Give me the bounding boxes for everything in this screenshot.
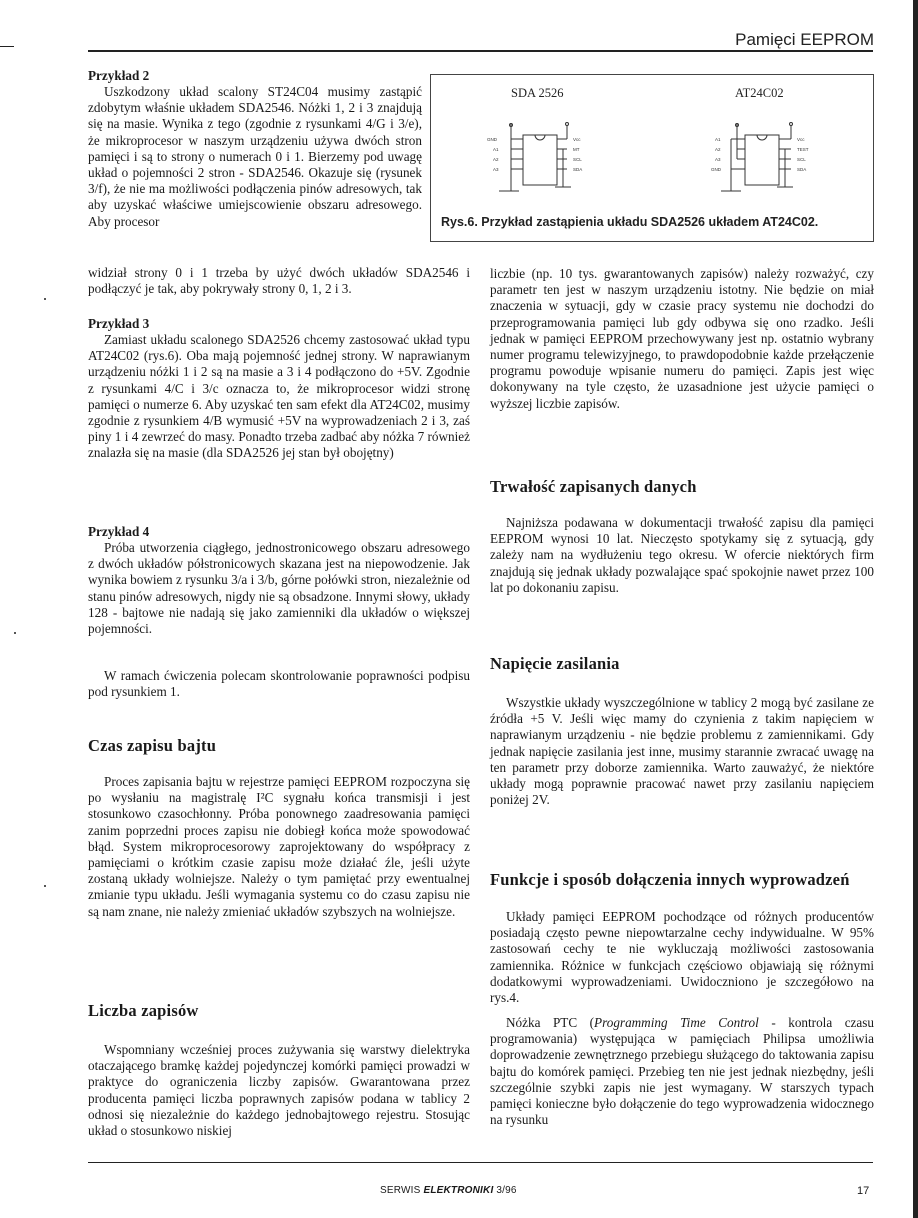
liczba-zapisow-continued: liczbie (np. 10 tys. gwarantowanych zapisów) należy rozważyć, czy parametr ten jest w naszym urządzeniu istotny. Nie będzie on miał znaczenia w sytuacji, gdy w czasie pracy systemu nie dochodzi do przeprogramowania pamięci lub gdy odbywa się ono rzadko. Jeśli jednak w pamięci EEPROM przechowywany jest np. ostatnio wybrany numer programu telewizyjnego, to prawdopodobnie każde przełączenie programu powoduje wpisanie numeru do pamięci. Zapis jest więc dokonywany na tyle często, że uzasadnione jest użycie pamięci o wyższej liczbie zapisów. (490, 266, 874, 411)
funkcje-ptc-pre: Nóżka PTC ( (506, 1015, 595, 1030)
funkcje-ptc-text (490, 1015, 874, 1128)
footer-pub-issue: 3/96 (493, 1185, 517, 1196)
chip-right-pin-6: SCL (797, 157, 806, 162)
scan-speck (44, 885, 46, 887)
example-2-text-continued: widział strony 0 i 1 trzeba by użyć dwóch układów SDA2546 i podłączyć je tak, aby pokrywały strony 0, 1, 2 i 3. (88, 265, 470, 297)
footer-page-number: 17 (857, 1185, 870, 1197)
chip-right-schematic (699, 121, 849, 197)
scan-edge-bar (913, 0, 918, 1218)
heading-trwalosc: Trwałość zapisanych danych (490, 477, 697, 496)
chip-left-pin-1: GND (487, 137, 497, 142)
chip-left-pin-5: SDA (573, 167, 583, 172)
scan-speck (44, 298, 46, 300)
heading-funkcje: Funkcje i sposób dołączenia innych wyprowadzeń (490, 870, 850, 889)
liczba-zapisow-text: Wspomniany wcześniej proces zużywania się warstwy dielektryka otaczającego bramkę każdej pojedynczej komórki pamięci prowadzi w praktyce do ograniczenia liczby zapisów. Gwarantowana przez producenta pamięci liczba poprawnych zapisów podana w tablicy 2 odnosi się niezależnie do każdego jednobajtowego rejestru. Stosując układ o stosunkowo niskiej (88, 1042, 470, 1139)
footer-publication (380, 1185, 517, 1196)
figure-caption: Rys.6. Przykład zastąpienia układu SDA2526 układem AT24C02. (441, 215, 819, 229)
chip-left-pin-8: Vcc (573, 137, 581, 142)
chip-right-pin-4: GND (711, 167, 721, 172)
funkcje-ptc-post: - kontrola czasu programowania) występująca w pamięciach Philipsa umożliwia doprowadzenie zewnętrznego przebiegu służącego do taktowania zapisu bajtu do komórek pamięci. Przebieg ten nie jest jednak niezbędny, jeśli szczególnie szybki zapis nie jest wymagany. W starszych typach pamięci konieczne było dołączenie do tego wyprowadzenia widocznego na rysunku (490, 1015, 874, 1128)
example-4-label: Przykład 4 (88, 524, 150, 539)
chip-right-pin-7: TEST (797, 147, 809, 152)
napiecie-text: Wszystkie układy wyszczególnione w tablicy 2 mogą być zasilane ze źródła +5 V. Jeśli więc mamy do czynienia z takim napięciem w naprawianym urządzeniu - nie będzie problemu z zamiennikami. Gdy jednak napięcie zasilania jest inne, musimy starannie zwracać uwagę na ten parametr przy doborze zamiennika. Warto zauważyć, że niektóre układy mogą poprawnie pracować nawet przy zasilaniu napięciem poniżej 2V. (490, 695, 874, 808)
header-margin-mark (0, 46, 14, 47)
trwalosc-text: Najniższa podawana w dokumentacji trwałość zapisu dla pamięci EEPROM wynosi 10 lat. Nieczęsto spotykamy się z sytuacją, gdy zależy nam na wydłużeniu tego okresu. W ofercie niektórych firm znajdują się jednak układy pozwalające spać spokojnie nawet przez 100 lat po dokonaniu zapisu. (490, 515, 874, 595)
heading-czas-zapisu: Czas zapisu bajtu (88, 736, 217, 755)
chip-left-name: SDA 2526 (511, 86, 564, 100)
header-rule (88, 50, 873, 52)
chip-left-pin-3: A2 (493, 157, 499, 162)
chip-right-name: AT24C02 (735, 86, 784, 100)
chip-left-pin-4: A3 (493, 167, 499, 172)
footer-rule (88, 1162, 873, 1163)
exercise-text: W ramach ćwiczenia polecam skontrolowanie poprawności podpisu pod rysunkiem 1. (88, 668, 470, 700)
running-header-title: Pamięci EEPROM (735, 30, 874, 49)
example-3-label: Przykład 3 (88, 316, 150, 331)
example-2-text: Uszkodzony układ scalony ST24C04 musimy zastąpić zdobytym właśnie układem SDA2546. Nóżki 1, 2 i 3 znajdują się na masie. Wynika z tego (zgodnie z rysunkami 4/G i 3/e), że mikroprocesor w naszym urządzeniu używa dwóch stron pamięci i są to strony o numerach 0 i 1. Bierzemy pod uwagę układ o pojemności 2 stron - SDA2546. Okazuje się (rysunek 3/f), że nie ma możliwości podłączenia pinów adresowych, tak aby uzyskać właściwe umiejscowienie obszaru adresowego. Aby procesor (88, 84, 422, 229)
figure-rys6 (430, 74, 874, 242)
chip-left-pin-7: MT (573, 147, 580, 152)
example-2-label: Przykład 2 (88, 68, 150, 83)
chip-left-schematic (479, 121, 609, 197)
czas-zapisu-text: Proces zapisania bajtu w rejestrze pamięci EEPROM rozpoczyna się po wysłaniu na magistralę I²C sygnału końca transmisji i jest stosunkowo czasochłonny. Próba ponownego zaadresowania pamięci zanim poprzedni proces zapisu nie dobiegł końca może spowodować błąd. System mikroprocesorowy zaprojektowany do współpracy z pamięciami o krótkim czasie zapisu może działać źle, jeśli użyte zostaną układy wolniejsze. Należy o tym pamiętać przy ewentualnej zmianie typu układu. Jeśli wymagania systemu co do czasu zapisu nie są nam znane, nie należy zmieniać układów szybszych na wolniejsze. (88, 774, 470, 919)
scan-speck (14, 632, 16, 634)
heading-napiecie: Napięcie zasilania (490, 654, 620, 673)
chip-right-pin-2: A2 (715, 147, 721, 152)
chip-right-pin-5: SDA (797, 167, 807, 172)
example-4-text: Próba utworzenia ciągłego, jednostronicowego obszaru adresowego z dwóch układów półstronicowych skazana jest na niepowodzenie. Jak wynika bowiem z rysunku 3/a i 3/b, górne połówki stron, niezależnie od stanu pinów adresowych, nigdy nie są obsadzone. Innymi słowy, układy 128 - bajtowe nie nadają się jako zamienniki dla układów o większej pojemności. (88, 540, 470, 637)
chip-left-pin-2: A1 (493, 147, 499, 152)
chip-right-pin-1: A1 (715, 137, 721, 142)
footer-pub-prefix: SERWIS (380, 1185, 424, 1196)
example-3-text: Zamiast układu scalonego SDA2526 chcemy zastosować układ typu AT24C02 (rys.6). Oba mają pojemność jednej strony. W naprawianym urządzeniu nóżki 1 i 2 są na masie a 3 i 4 podłączono do +5V. Zgodnie z rysunkami 4/C i 3/c oznacza to, że mikroprocesor widzi stronę pamięci o numerze 6. Aby uzyskać ten sam efekt dla AT24C02, musimy zgodnie z rysunkiem 4/B wymusić +5V na wyprowadzeniach 2 i 3, zaś piny 1 i 4 zewrzeć do masy. Ponadto trzeba zadbać aby nóżka 7 również znalazła się na masie (dla SDA2526 jej stan był obojętny) (88, 332, 470, 461)
heading-liczba-zapisow: Liczba zapisów (88, 1001, 199, 1020)
footer-pub-brand: ELEKTRONIKI (423, 1185, 494, 1196)
chip-left-pin-6: SCL (573, 157, 582, 162)
chip-right-pin-8: Vcc (797, 137, 805, 142)
funkcje-ptc-term: Programming Time Control (594, 1015, 759, 1030)
chip-right-pin-3: A3 (715, 157, 721, 162)
funkcje-text: Układy pamięci EEPROM pochodzące od różnych producentów posiadają często pewne niepowtarzalne cechy indywidualne. W 95% zastosowań cechy te nie wykluczają możliwości zastosowania zamiennika. Różnice w funkcjach częściowo objawiają się różnymi dodatkowymi wyprowadzeniami. Uwidoczniono je szczegółowo na rys.4. (490, 909, 874, 1006)
